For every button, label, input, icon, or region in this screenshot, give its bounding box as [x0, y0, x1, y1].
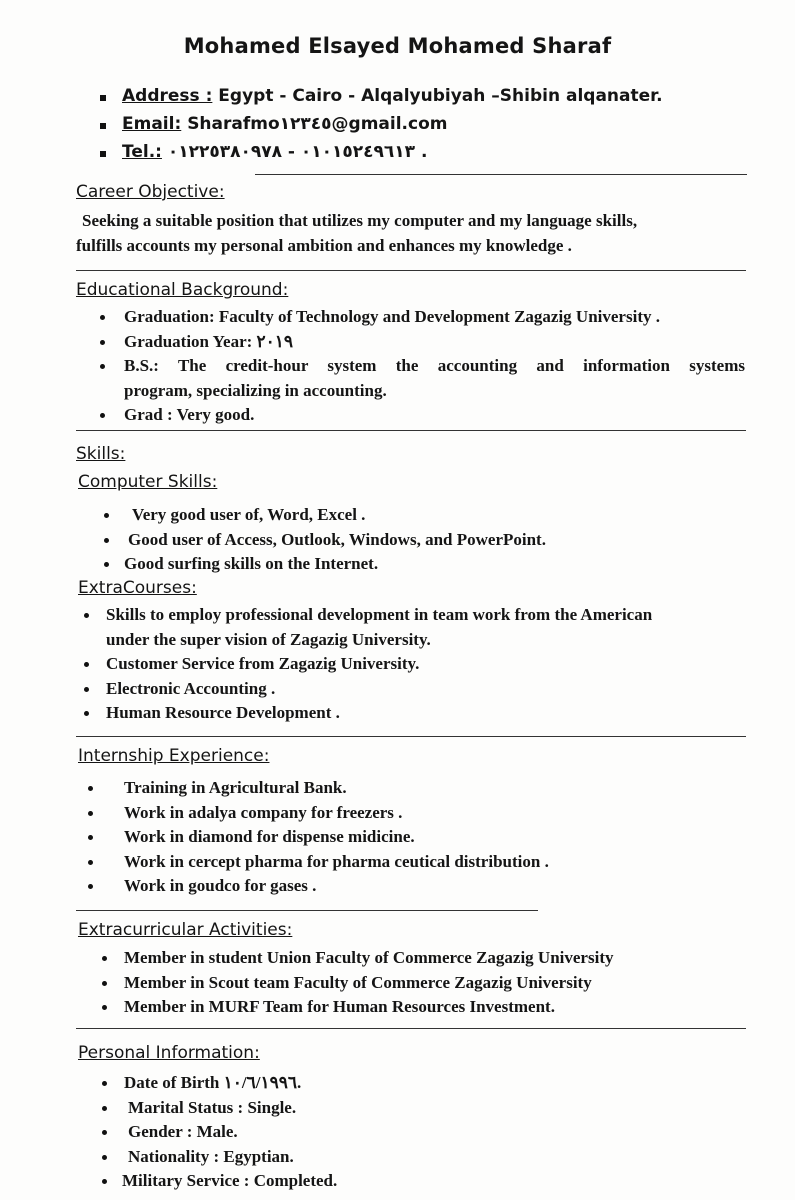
- personal-heading: Personal Information:: [78, 1043, 260, 1063]
- list-item: Date of Birth ١٠/٦/١٩٩٦.: [102, 1071, 742, 1096]
- list-item: Grad : Very good.: [100, 403, 745, 428]
- bullet-icon: [100, 315, 105, 320]
- bullet-icon: [84, 687, 89, 692]
- list-item: Very good user of, Word, Excel .: [104, 503, 744, 528]
- career-line-2: fulfills accounts my personal ambition and enhances my knowledge .: [76, 236, 572, 255]
- bullet-icon: [84, 711, 89, 716]
- computer-skills-heading: Computer Skills:: [78, 472, 218, 492]
- bullet-icon: [88, 835, 93, 840]
- list-item: Work in goudco for gases .: [88, 874, 738, 899]
- bullet-icon: [104, 513, 109, 518]
- contact-address: [100, 86, 663, 114]
- bullet-icon: [88, 860, 93, 865]
- list-item: Good user of Access, Outlook, Windows, and PowerPoint.: [104, 528, 744, 553]
- bullet-icon: [104, 562, 109, 567]
- bullet-icon: [102, 1179, 107, 1184]
- list-item: Customer Service from Zagazig University.: [84, 652, 744, 677]
- bullet-icon: [102, 981, 107, 986]
- list-item: B.S.: The credit-hour system the accounting and information systems program, specializing in accounting.: [100, 354, 745, 403]
- bullet-icon: [102, 1130, 107, 1135]
- contact-list: [100, 86, 663, 170]
- list-item: Human Resource Development .: [84, 701, 744, 726]
- tel-value: ٠١٠١٥٢٤٩٦١٣ - ٠١٢٢٥٣٨٠٩٧٨ .: [167, 142, 428, 162]
- bullet-icon: [88, 884, 93, 889]
- list-item: Graduation: Faculty of Technology and Development Zagazig University .: [100, 305, 745, 330]
- bullet-icon: [102, 1005, 107, 1010]
- divider: [76, 1028, 746, 1029]
- list-item: Member in Scout team Faculty of Commerce Zagazig University: [102, 971, 742, 996]
- computer-skills-list: [104, 503, 744, 577]
- email-value: Sharafmo١٢٣٤٥@gmail.com: [187, 114, 448, 134]
- divider: [76, 430, 746, 431]
- personal-list: [102, 1071, 742, 1194]
- bullet-icon: [104, 538, 109, 543]
- list-item: Gender : Male.: [102, 1120, 742, 1145]
- list-item: Marital Status : Single.: [102, 1096, 742, 1121]
- contact-tel: [100, 142, 663, 170]
- bullet-icon: [88, 786, 93, 791]
- bullet-icon: [84, 662, 89, 667]
- tel-label: Tel.:: [122, 142, 162, 162]
- candidate-name: Mohamed Elsayed Mohamed Sharaf: [183, 34, 612, 58]
- list-item: Nationality : Egyptian.: [102, 1145, 742, 1170]
- career-heading: Career Objective:: [76, 182, 225, 202]
- bullet-icon: [102, 1106, 107, 1111]
- extra-courses-heading: ExtraCourses:: [78, 578, 197, 598]
- address-label: Address :: [122, 86, 213, 106]
- list-item: Work in cercept pharma for pharma ceutical distribution .: [88, 850, 738, 875]
- divider: [255, 174, 747, 175]
- bullet-icon: [102, 956, 107, 961]
- bullet-icon: [102, 1155, 107, 1160]
- list-item: Training in Agricultural Bank.: [88, 776, 738, 801]
- list-item: Good surfing skills on the Internet.: [104, 552, 744, 577]
- email-label: Email:: [122, 114, 182, 134]
- list-item: Electronic Accounting .: [84, 677, 744, 702]
- list-item: Skills to employ professional development in team work from the American under the super vision of Zagazig University.: [84, 603, 744, 652]
- bullet-icon: [84, 613, 89, 618]
- bullet-icon: [100, 364, 105, 369]
- list-item: Member in MURF Team for Human Resources Investment.: [102, 995, 742, 1020]
- career-line-1: Seeking a suitable position that utilizes my computer and my language skills,: [82, 211, 638, 230]
- activities-list: [102, 946, 742, 1020]
- list-item: Military Service : Completed.: [102, 1169, 742, 1194]
- internship-list: [88, 776, 738, 899]
- internship-heading: Internship Experience:: [78, 746, 270, 766]
- list-item: Graduation Year: ٢٠١٩: [100, 330, 745, 355]
- divider: [76, 736, 746, 737]
- extra-courses-list: [84, 603, 744, 726]
- bullet-icon: [100, 413, 105, 418]
- education-list: [100, 305, 745, 428]
- address-value: Egypt - Cairo - Alqalyubiyah –Shibin alqanater.: [218, 86, 663, 106]
- contact-email: [100, 114, 663, 142]
- activities-heading: Extracurricular Activities:: [78, 920, 293, 940]
- list-item: Work in diamond for dispense midicine.: [88, 825, 738, 850]
- list-item: Work in adalya company for freezers .: [88, 801, 738, 826]
- divider: [76, 270, 746, 271]
- list-item: Member in student Union Faculty of Commerce Zagazig University: [102, 946, 742, 971]
- bullet-icon: [88, 811, 93, 816]
- divider: [76, 910, 538, 911]
- education-heading: Educational Background:: [76, 280, 289, 300]
- skills-heading: Skills:: [76, 444, 126, 464]
- bullet-icon: [100, 340, 105, 345]
- bullet-icon: [102, 1081, 107, 1086]
